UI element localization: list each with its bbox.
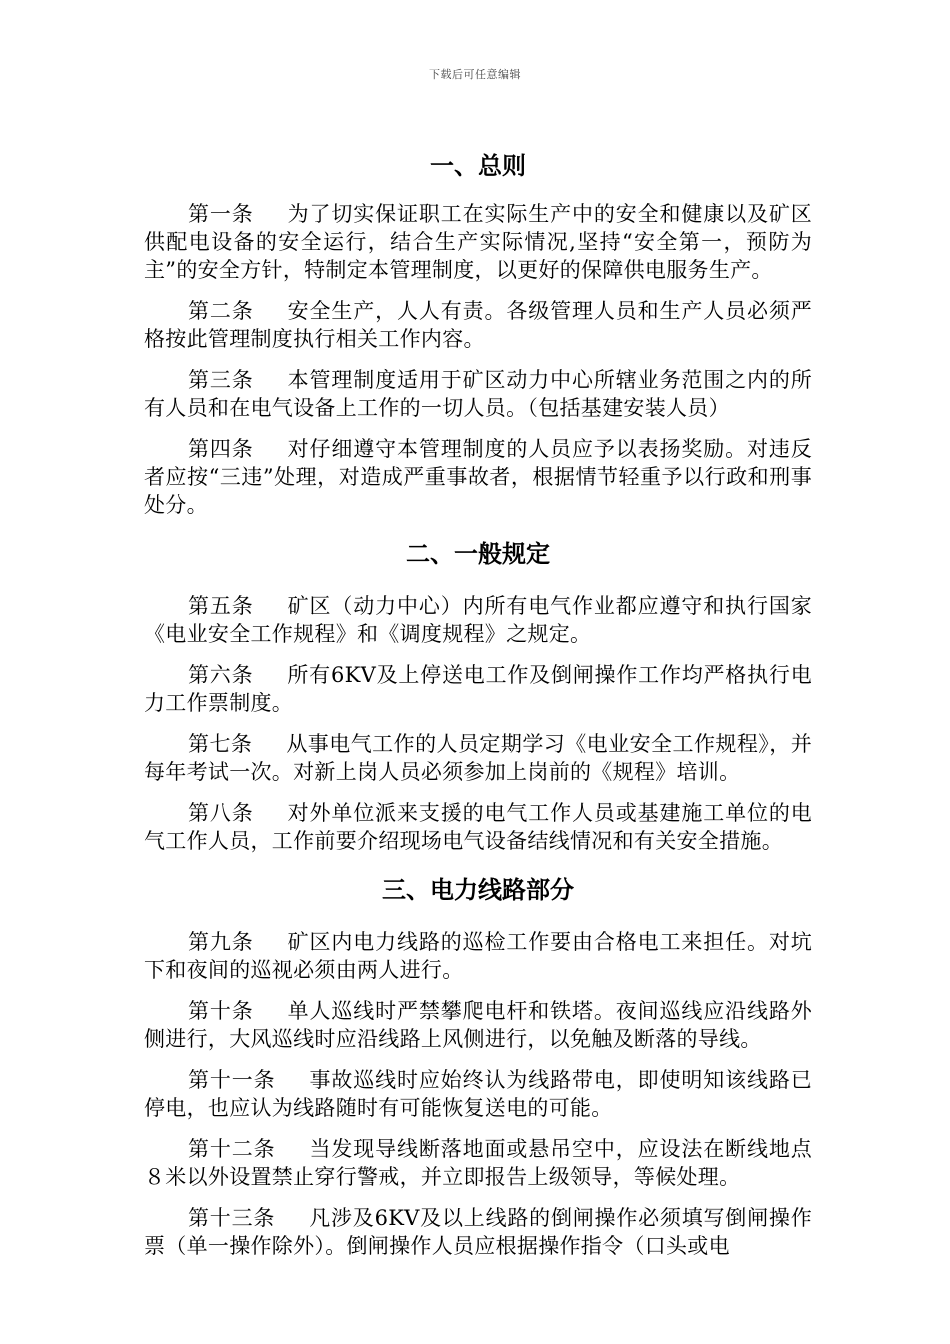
article-number: 第一条 bbox=[188, 202, 254, 226]
article-1 bbox=[144, 200, 812, 284]
article-2 bbox=[144, 297, 812, 353]
header-note: 下载后可任意编辑 bbox=[429, 68, 521, 81]
article-number: 第十二条 bbox=[188, 1137, 276, 1161]
article-text: 凡涉及6KV及以上线路的倒闸操作必须填写倒闸操作票（单一操作除外）。倒闸操作人员应根据操作指令（口头或电 bbox=[144, 1206, 812, 1258]
article-number: 第十一条 bbox=[188, 1068, 276, 1092]
article-number: 第十条 bbox=[188, 999, 254, 1023]
article-text: 为了切实保证职工在实际生产中的安全和健康以及矿区供配电设备的安全运行，结合生产实际情况,坚持“安全第一，预防为主”的安全方针，特制定本管理制度，以更好的保障供电服务生产。 bbox=[144, 202, 812, 282]
article-number: 第六条 bbox=[188, 663, 254, 687]
section-title-power-lines: 三、电力线路部分 bbox=[382, 875, 574, 904]
article-11 bbox=[144, 1066, 812, 1122]
article-13 bbox=[144, 1204, 812, 1260]
article-text: 对外单位派来支援的电气工作人员或基建施工单位的电气工作人员，工作前要介绍现场电气设备结线情况和有关安全措施。 bbox=[144, 801, 812, 853]
article-text: 本管理制度适用于矿区动力中心所辖业务范围之内的所有人员和在电气设备上工作的一切人员。（包括基建安装人员） bbox=[144, 368, 812, 420]
article-text: 安全生产，人人有责。各级管理人员和生产人员必须严格按此管理制度执行相关工作内容。 bbox=[144, 299, 812, 351]
article-number: 第二条 bbox=[188, 299, 254, 323]
article-text: 当发现导线断落地面或悬吊空中，应设法在断线地点８米以外设置禁止穿行警戒，并立即报告上级领导，等候处理。 bbox=[144, 1137, 812, 1189]
section-title-general-rules: 二、一般规定 bbox=[406, 539, 550, 568]
article-number: 第九条 bbox=[188, 930, 254, 954]
article-12 bbox=[144, 1135, 812, 1191]
article-8 bbox=[144, 799, 812, 855]
article-3 bbox=[144, 366, 812, 422]
article-number: 第五条 bbox=[188, 594, 254, 618]
article-number: 第四条 bbox=[188, 437, 254, 461]
article-number: 第八条 bbox=[188, 801, 254, 825]
article-4 bbox=[144, 435, 812, 519]
article-text: 对仔细遵守本管理制度的人员应予以表扬奖励。对违反者应按“三违”处理，对造成严重事故者，根据情节轻重予以行政和刑事处分。 bbox=[144, 437, 812, 517]
article-10 bbox=[144, 997, 812, 1053]
article-number: 第七条 bbox=[188, 732, 253, 756]
article-5 bbox=[144, 592, 812, 648]
article-text: 事故巡线时应始终认为线路带电，即使明知该线路已停电，也应认为线路随时有可能恢复送电的可能。 bbox=[144, 1068, 812, 1120]
article-7 bbox=[144, 730, 812, 786]
article-text: 所有6KV及上停送电工作及倒闸操作工作均严格执行电力工作票制度。 bbox=[144, 663, 812, 715]
article-text: 从事电气工作的人员定期学习《电业安全工作规程》，并每年考试一次。对新上岗人员必须参加上岗前的《规程》培训。 bbox=[144, 732, 812, 784]
article-text: 矿区（动力中心）内所有电气作业都应遵守和执行国家《电业安全工作规程》和《调度规程》之规定。 bbox=[144, 594, 812, 646]
article-text: 单人巡线时严禁攀爬电杆和铁塔。夜间巡线应沿线路外侧进行，大风巡线时应沿线路上风侧进行，以免触及断落的导线。 bbox=[144, 999, 812, 1051]
document-body bbox=[144, 138, 812, 1273]
article-6 bbox=[144, 661, 812, 717]
article-9 bbox=[144, 928, 812, 984]
article-text: 矿区内电力线路的巡检工作要由合格电工来担任。对坑下和夜间的巡视必须由两人进行。 bbox=[144, 930, 812, 982]
article-number: 第三条 bbox=[188, 368, 254, 392]
section-title-general: 一、总则 bbox=[430, 151, 526, 180]
article-number: 第十三条 bbox=[188, 1206, 276, 1230]
